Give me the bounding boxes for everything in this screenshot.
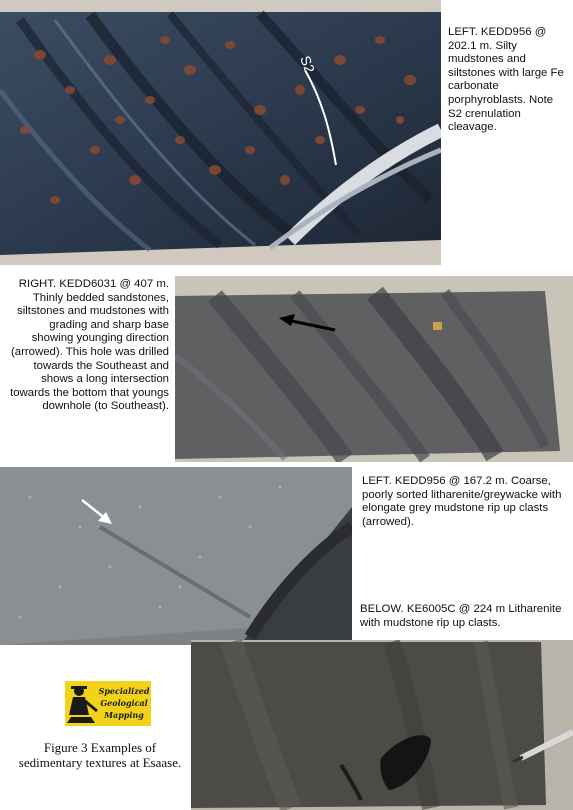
logo-text bbox=[97, 685, 151, 721]
core-image-1 bbox=[0, 0, 441, 265]
caption-panel-1: LEFT. KEDD956 @ 202.1 m. Silty mudstones and siltstones with large Fe carbonate porphyroblasts. Note S2 crenulation cleavage. bbox=[448, 26, 564, 134]
s2-label: S2 bbox=[297, 53, 319, 76]
core-photo-kedd956-167 bbox=[0, 467, 352, 645]
caption-panel-4: BELOW. KE6005C @ 224 m Litharenite with mudstone rip up clasts. bbox=[360, 603, 562, 629]
logo-line-1: Specialized bbox=[98, 686, 150, 696]
core-photo-ke6005c-224 bbox=[191, 640, 573, 810]
logo-line-3: Mapping bbox=[104, 710, 144, 720]
caption-panel-2: RIGHT. KEDD6031 @ 407 m. Thinly bedded sandstones, siltstones and mudstones with grading and sharp base showing younging direction (arrowed). This hole was drilled towards the Southeast and shows a long intersection towards the bottom that youngs downhole (to Southeast). bbox=[10, 278, 169, 413]
figure-caption: Figure 3 Examples of sedimentary textures at Esaase. bbox=[18, 740, 182, 770]
core-image-4 bbox=[191, 640, 573, 810]
core-image-3 bbox=[0, 467, 352, 645]
core-photo-kedd956-202 bbox=[0, 0, 441, 265]
caption-panel-3: LEFT. KEDD956 @ 167.2 m. Coarse, poorly sorted litharenite/greywacke with elongate grey mudstone rip up clasts (arrowed). bbox=[362, 475, 562, 528]
logo-line-2: Geological bbox=[100, 698, 148, 708]
core-image-2 bbox=[175, 276, 573, 462]
core-photo-kedd6031-407 bbox=[175, 276, 573, 462]
company-logo bbox=[65, 681, 151, 726]
